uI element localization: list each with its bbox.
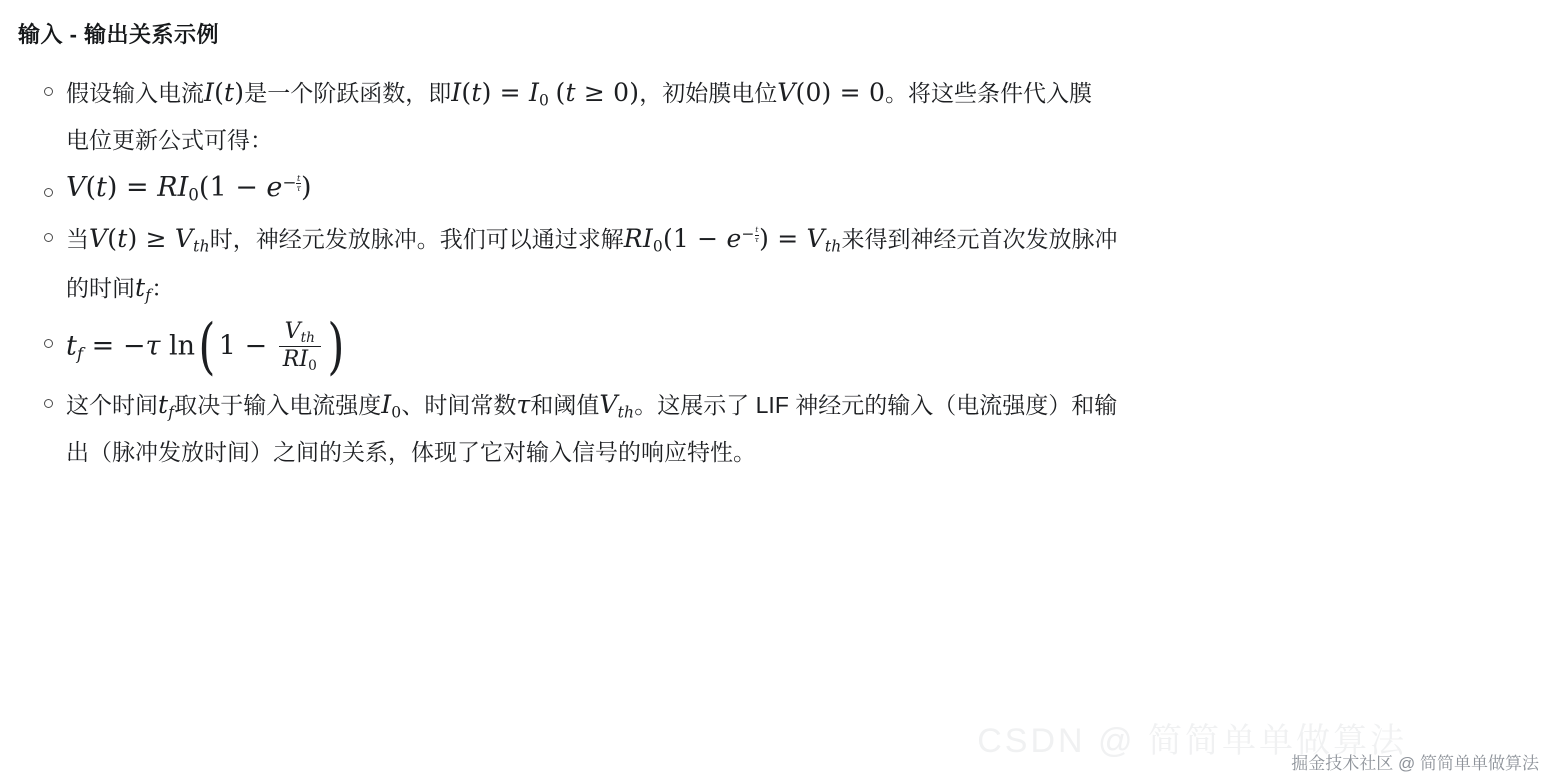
threshold-condition-paragraph: 当$V(t) \ge V_{th}$时，神经元发放脉冲。我们可以通过求解$RI_0(1 - e-$ $\frac{t}{\tau}$ ) = $V_{th}$来得到神经元首次发放脉冲 的时间$t_f$： [66, 224, 1118, 305]
bullet-icon [44, 188, 53, 197]
voltage-equation: $V(t) = RI_0(1 - e-$ $\frac{t}{\tau}$ ) [66, 172, 312, 206]
content-list [14, 69, 1533, 475]
list-item [14, 166, 1533, 211]
list-item [14, 69, 1533, 163]
list-item [14, 215, 1533, 313]
list-item [14, 381, 1533, 475]
bullet-icon [44, 233, 53, 242]
watermark-text: 掘金技术社区 @ 简简单单做算法 [1291, 754, 1539, 773]
list-item [14, 311, 1533, 382]
conclusion-paragraph: 这个时间$t_f$取决于输入电流强度$I_0$、时间常数τ和阈值$V_{th}$。这展示了 LIF 神经元的输入（电流强度）和输 出（脉冲发放时间）之间的关系，体现了它对输入信号的响应特性。 [66, 389, 1118, 465]
page-title: 输入 - 输出关系示例 [18, 22, 220, 47]
firing-time-equation: $t_f = -\tau$ ln( 1 − $\frac{V_{th}}{RI_0}$ ) [66, 311, 345, 382]
bullet-icon [44, 399, 53, 408]
bullet-icon [44, 87, 53, 96]
background-watermark: CSDN @ 简简单单做算法 [977, 722, 1407, 760]
bullet-icon [44, 339, 53, 348]
assumption-paragraph: 假设输入电流I(t)是一个阶跃函数，即$I(t) = I_0$ (t ≥ 0)，初始膜电位V(0) = 0。将这些条件代入膜 电位更新公式可得： [66, 77, 1093, 153]
watermark [1291, 749, 1539, 774]
